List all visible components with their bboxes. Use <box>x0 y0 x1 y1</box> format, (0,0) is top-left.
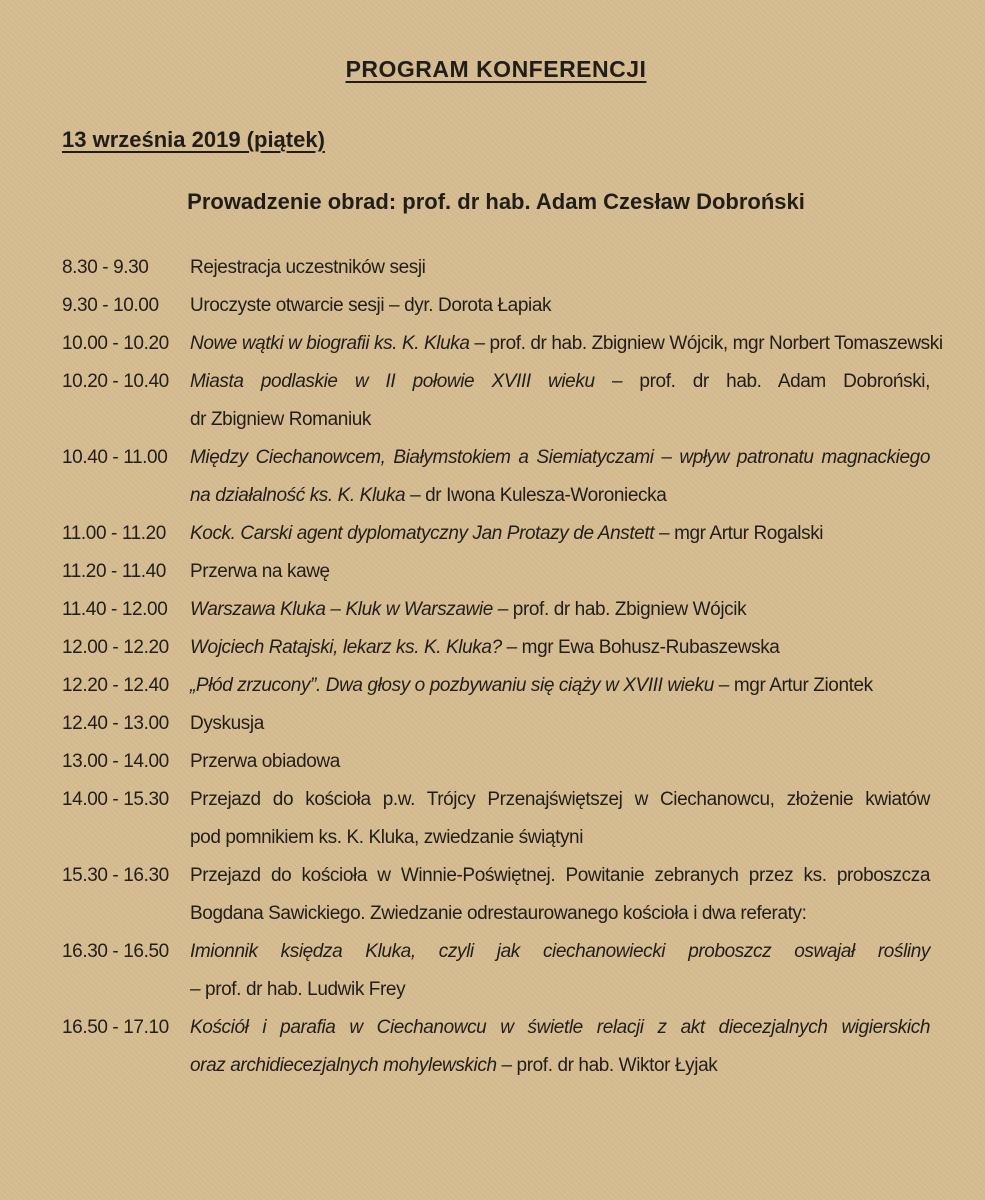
session-description <box>190 363 930 439</box>
schedule-row <box>62 515 930 553</box>
schedule-row <box>62 363 930 439</box>
session-text: dr Zbigniew Romaniuk <box>190 409 372 430</box>
session-text: Przejazd do kościoła p.w. Trójcy Przenajświętszej w Ciechanowcu, złożenie kwiatów <box>190 789 930 810</box>
schedule-row <box>62 857 930 933</box>
session-text: pod pomnikiem ks. K. Kluka, zwiedzanie świątyni <box>190 827 584 848</box>
session-title: Kock. Carski agent dyplomatyczny Jan Protazy de Anstett <box>190 523 655 544</box>
session-text: – mgr Ewa Bohusz-Rubaszewska <box>501 637 780 658</box>
date-heading: 13 września 2019 (piątek) <box>62 127 325 152</box>
schedule-row <box>62 249 930 287</box>
description-line <box>190 705 930 743</box>
schedule-row <box>62 287 930 325</box>
description-line <box>190 743 930 781</box>
time-range: 12.20 - 12.40 <box>62 675 169 696</box>
session-text: – prof. dr hab. Adam Dobroński, <box>594 371 930 392</box>
description-line <box>190 591 930 629</box>
page-title: PROGRAM KONFERENCJI <box>345 56 647 82</box>
description-line <box>190 553 930 591</box>
chair-heading: Prowadzenie obrad: prof. dr hab. Adam Czesław Dobroński <box>187 189 805 214</box>
session-description <box>190 439 930 515</box>
session-text: – mgr Artur Rogalski <box>654 523 824 544</box>
session-text: Przejazd do kościoła w Winnie-Poświętnej. Powitanie zebranych przez ks. proboszcza <box>190 865 930 886</box>
session-title: Imionnik księdza Kluka, czyli jak ciechanowiecki proboszcz oswajał rośliny <box>190 941 930 962</box>
session-text: – prof. dr hab. Wiktor Łyjak <box>496 1055 718 1076</box>
session-text: Uroczyste otwarcie sesji – dyr. Dorota Łapiak <box>190 295 552 316</box>
session-title: Wojciech Ratajski, lekarz ks. K. Kluka? <box>190 637 502 658</box>
schedule-row <box>62 553 930 591</box>
time-range: 16.50 - 17.10 <box>62 1017 169 1038</box>
time-range: 12.00 - 12.20 <box>62 637 169 658</box>
session-description <box>190 249 930 287</box>
schedule-row <box>62 1009 930 1085</box>
time-range: 11.40 - 12.00 <box>62 599 168 620</box>
description-line <box>190 781 930 819</box>
description-line <box>190 249 930 287</box>
session-title: Miasta podlaskie w II połowie XVIII wieku <box>190 371 595 392</box>
description-line <box>190 363 930 401</box>
session-text: – mgr Artur Ziontek <box>713 675 873 696</box>
session-description <box>190 857 930 933</box>
session-title: oraz archidiecezjalnych mohylewskich <box>190 1055 497 1076</box>
session-description <box>190 515 930 553</box>
session-description <box>190 667 930 705</box>
session-description <box>190 591 930 629</box>
session-description <box>190 325 943 363</box>
schedule-row <box>62 705 930 743</box>
description-line <box>190 287 930 325</box>
schedule-row <box>62 743 930 781</box>
description-line <box>190 477 930 515</box>
session-description <box>190 781 930 857</box>
description-line <box>190 971 930 1009</box>
schedule-row <box>62 781 930 857</box>
schedule-list <box>62 249 943 1085</box>
time-range: 14.00 - 15.30 <box>62 789 169 810</box>
schedule-row <box>62 667 930 705</box>
time-range: 16.30 - 16.50 <box>62 941 169 962</box>
session-text: Bogdana Sawickiego. Zwiedzanie odrestaurowanego kościoła i dwa referaty: <box>190 903 807 924</box>
time-range: 12.40 - 13.00 <box>62 713 169 734</box>
time-range: 13.00 - 14.00 <box>62 751 169 772</box>
description-line <box>190 667 930 705</box>
description-line <box>190 401 930 439</box>
session-description <box>190 705 930 743</box>
session-description <box>190 553 930 591</box>
session-text: Przerwa obiadowa <box>190 751 340 772</box>
schedule-row <box>62 325 943 363</box>
description-line <box>190 1047 930 1085</box>
description-line <box>190 895 930 933</box>
time-range: 8.30 - 9.30 <box>62 257 149 278</box>
session-description <box>190 629 930 667</box>
description-line <box>190 857 930 895</box>
description-line <box>190 933 930 971</box>
time-range: 11.20 - 11.40 <box>62 561 166 582</box>
description-line <box>190 629 930 667</box>
schedule-row <box>62 591 930 629</box>
session-description <box>190 933 930 1009</box>
schedule-row <box>62 439 930 515</box>
session-title: na działalność ks. K. Kluka <box>190 485 406 506</box>
session-text: Przerwa na kawę <box>190 561 330 582</box>
session-title: Nowe wątki w biografii ks. K. Kluka <box>190 333 470 354</box>
session-description <box>190 1009 930 1085</box>
description-line <box>190 1009 930 1047</box>
time-range: 11.00 - 11.20 <box>62 523 166 544</box>
time-range: 9.30 - 10.00 <box>62 295 159 316</box>
session-title: „Płód zrzucony”. Dwa głosy o pozbywaniu się ciąży w XVIII wieku <box>190 675 714 696</box>
description-line <box>190 325 943 363</box>
description-line <box>190 819 930 857</box>
schedule-row <box>62 629 930 667</box>
session-title: Między Ciechanowcem, Białymstokiem a Siemiatyczami – wpływ patronatu magnackiego <box>190 447 930 468</box>
session-text: – prof. dr hab. Zbigniew Wójcik, mgr Norbert Tomaszewski <box>469 333 943 354</box>
session-text: Dyskusja <box>190 713 264 734</box>
time-range: 10.20 - 10.40 <box>62 371 169 392</box>
session-text: – prof. dr hab. Zbigniew Wójcik <box>492 599 747 620</box>
session-description <box>190 743 930 781</box>
session-description <box>190 287 930 325</box>
description-line <box>190 515 930 553</box>
time-range: 10.00 - 10.20 <box>62 333 169 354</box>
description-line <box>190 439 930 477</box>
session-title: Kościół i parafia w Ciechanowcu w świetle relacji z akt diecezjalnych wigierskich <box>190 1017 930 1038</box>
session-text: Rejestracja uczestników sesji <box>190 257 426 278</box>
session-text: – dr Iwona Kulesza-Woroniecka <box>405 485 667 506</box>
schedule-row <box>62 933 930 1009</box>
session-text: – prof. dr hab. Ludwik Frey <box>190 979 406 1000</box>
time-range: 10.40 - 11.00 <box>62 447 168 468</box>
time-range: 15.30 - 16.30 <box>62 865 169 886</box>
session-title: Warszawa Kluka – Kluk w Warszawie <box>190 599 493 620</box>
